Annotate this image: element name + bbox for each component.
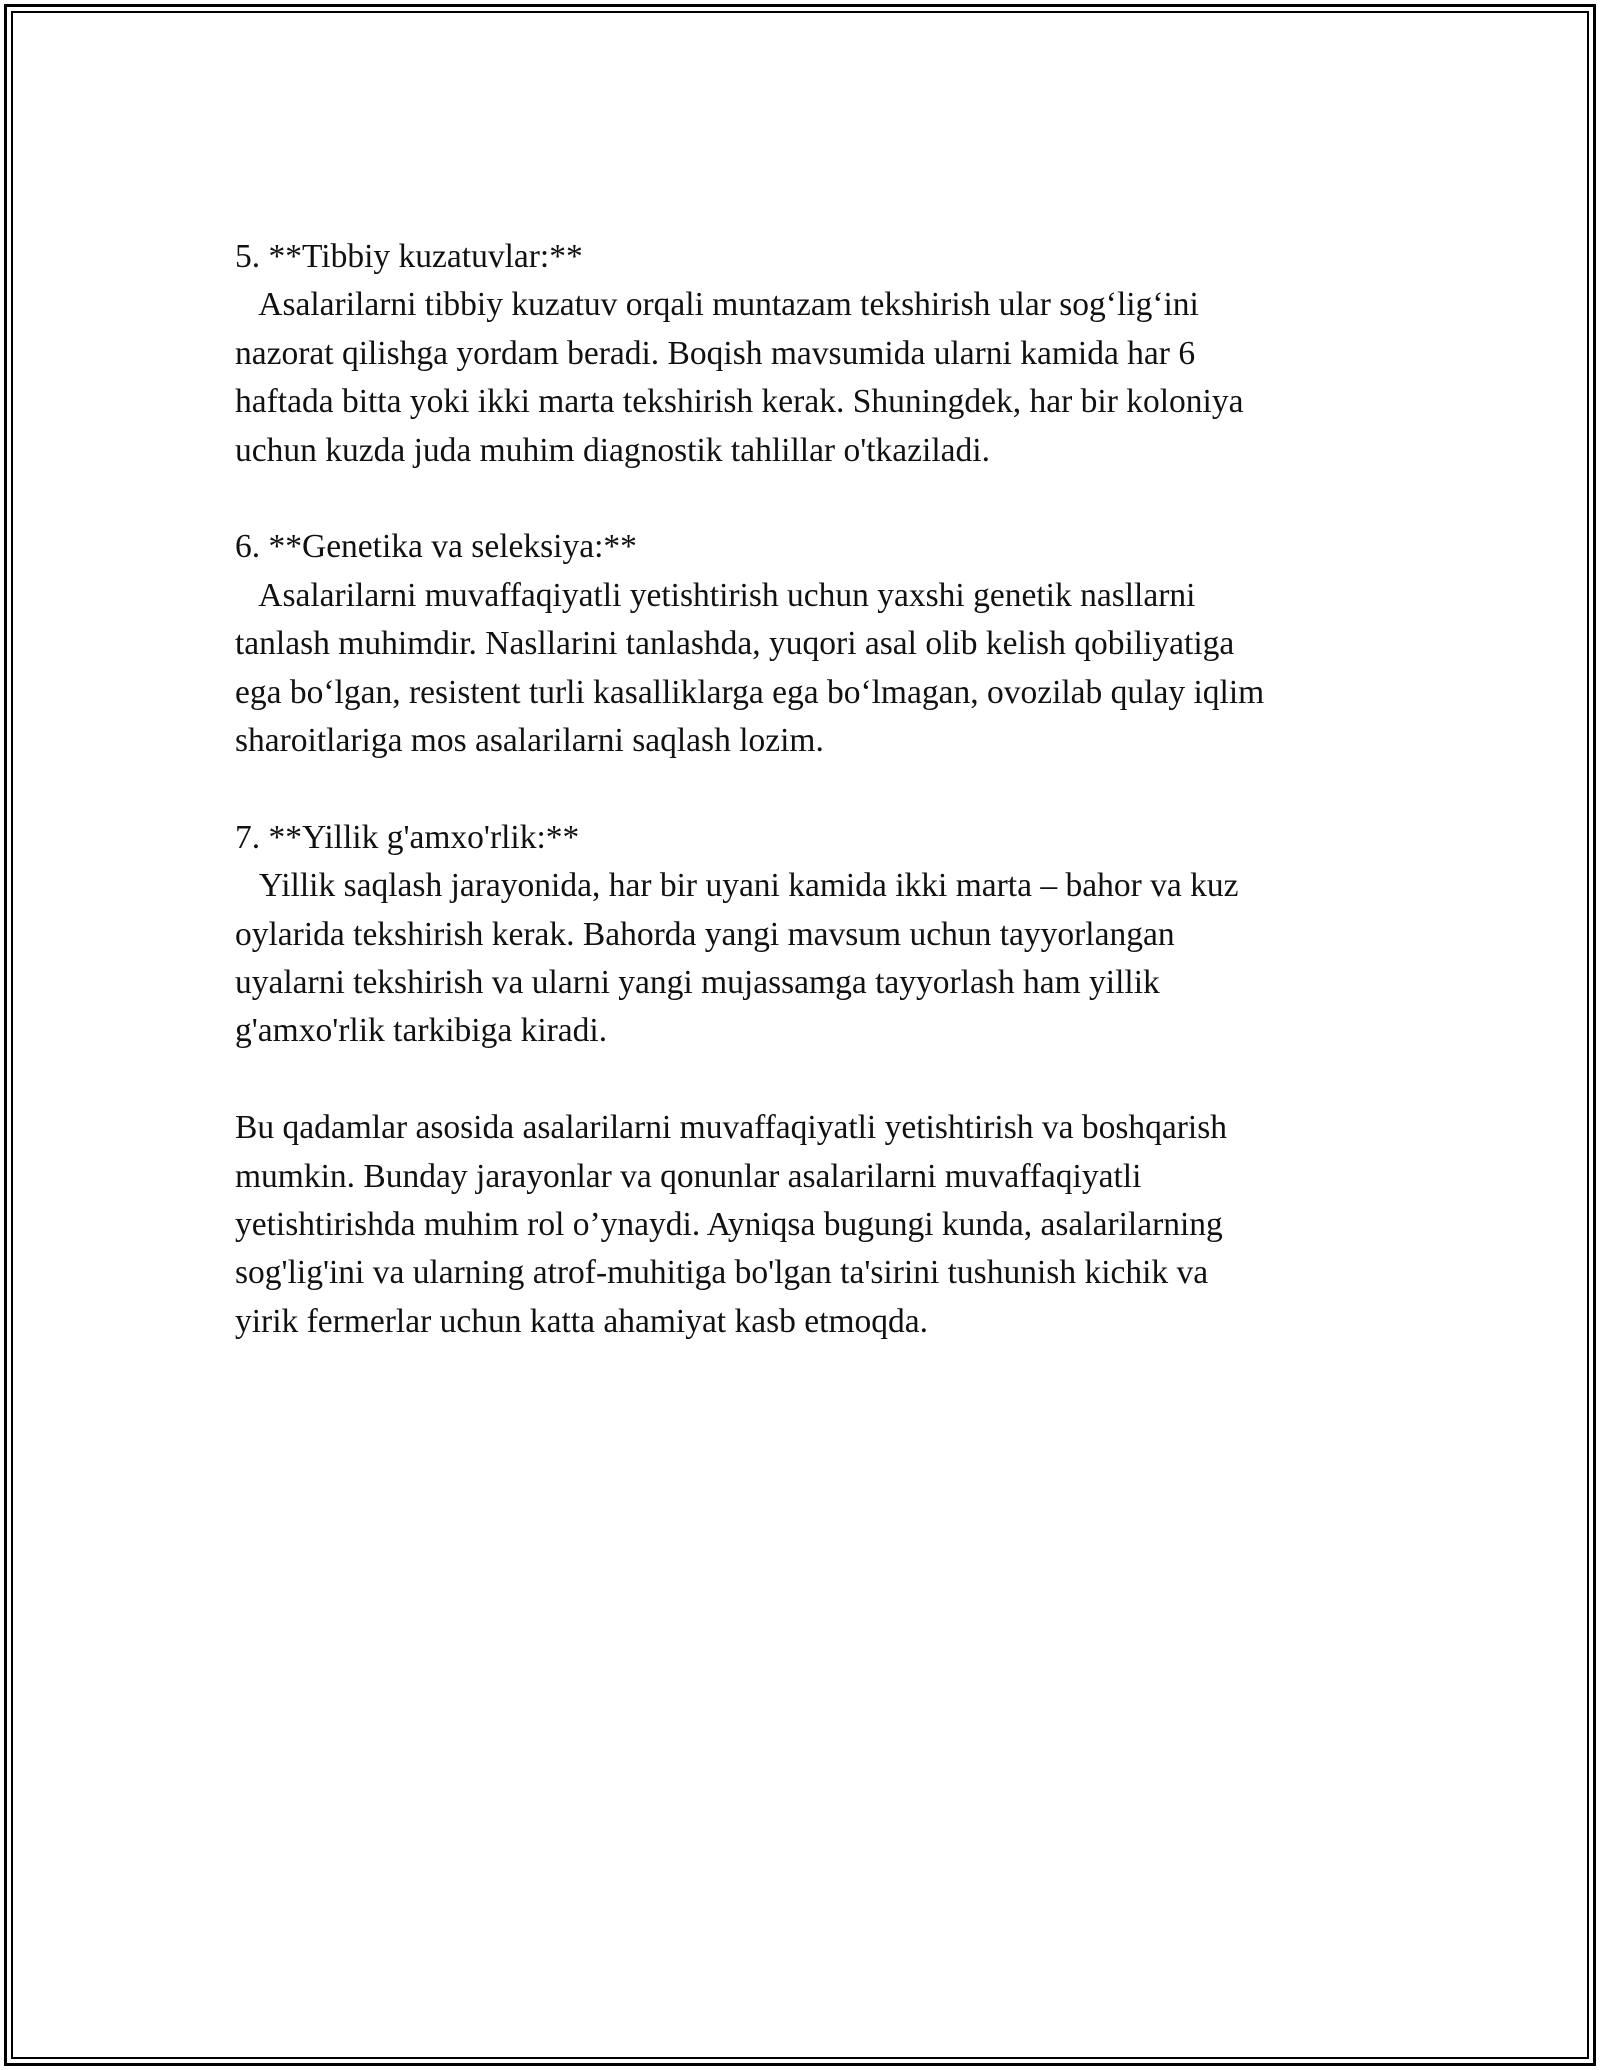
section-genetics-selection <box>235 523 1375 765</box>
section-heading: 7. **Yillik g'amxo'rlik:** <box>235 818 580 856</box>
conclusion-paragraph <box>235 1104 1375 1346</box>
section-heading: 6. **Genetika va seleksiya:** <box>235 528 637 566</box>
paragraph-line: yirik fermerlar uchun katta ahamiyat kasb etmoqda. <box>235 1302 928 1340</box>
section-annual-care <box>235 814 1375 1056</box>
paragraph-line: Asalarilarni muvaffaqiyatli yetishtirish uchun yaxshi genetik nasllarni <box>235 576 1196 614</box>
paragraph-line: tanlash muhimdir. Nasllarini tanlashda, yuqori asal olib kelish qobiliyatiga <box>235 625 1235 663</box>
paragraph-line: g'amxo'rlik tarkibiga kiradi. <box>235 1012 608 1050</box>
paragraph-line: Asalarilarni tibbiy kuzatuv orqali muntazam tekshirish ular sog‘lig‘ini <box>235 286 1199 324</box>
section-heading: 5. **Tibbiy kuzatuvlar:** <box>235 238 583 275</box>
paragraph-line: haftada bitta yoki ikki marta tekshirish kerak. Shuningdek, har bir koloniya <box>235 383 1244 421</box>
paragraph-line: yetishtirishda muhim rol o’ynaydi. Ayniqsa bugungi kunda, asalarilarning <box>235 1206 1223 1244</box>
paragraph-line: uchun kuzda juda muhim diagnostik tahlillar o'tkaziladi. <box>235 431 990 469</box>
paragraph-line: Yillik saqlash jarayonida, har bir uyani kamida ikki marta – bahor va kuz <box>235 867 1239 905</box>
paragraph-line: nazorat qilishga yordam beradi. Boqish mavsumida ularni kamida har 6 <box>235 334 1196 372</box>
paragraph-line: sog'lig'ini va ularning atrof-muhitiga bo'lgan ta'sirini tushunish kichik va <box>235 1254 1209 1292</box>
paragraph-line: ega bo‘lgan, resistent turli kasalliklarga ega bo‘lmagan, ovozilab qulay iqlim <box>235 673 1265 711</box>
paragraph-line: uyalarni tekshirish va ularni yangi mujassamga tayyorlash ham yillik <box>235 964 1160 1002</box>
paragraph-line: mumkin. Bunday jarayonlar va qonunlar asalarilarni muvaffaqiyatli <box>235 1157 1142 1195</box>
paragraph-line: Bu qadamlar asosida asalarilarni muvaffaqiyatli yetishtirish va boshqarish <box>235 1109 1228 1147</box>
document-body <box>235 233 1375 1395</box>
paragraph-line: sharoitlariga mos asalarilarni saqlash lozim. <box>235 722 824 760</box>
paragraph-line: oylarida tekshirish kerak. Bahorda yangi mavsum uchun tayyorlangan <box>235 915 1175 953</box>
section-medical-observation <box>235 233 1375 475</box>
